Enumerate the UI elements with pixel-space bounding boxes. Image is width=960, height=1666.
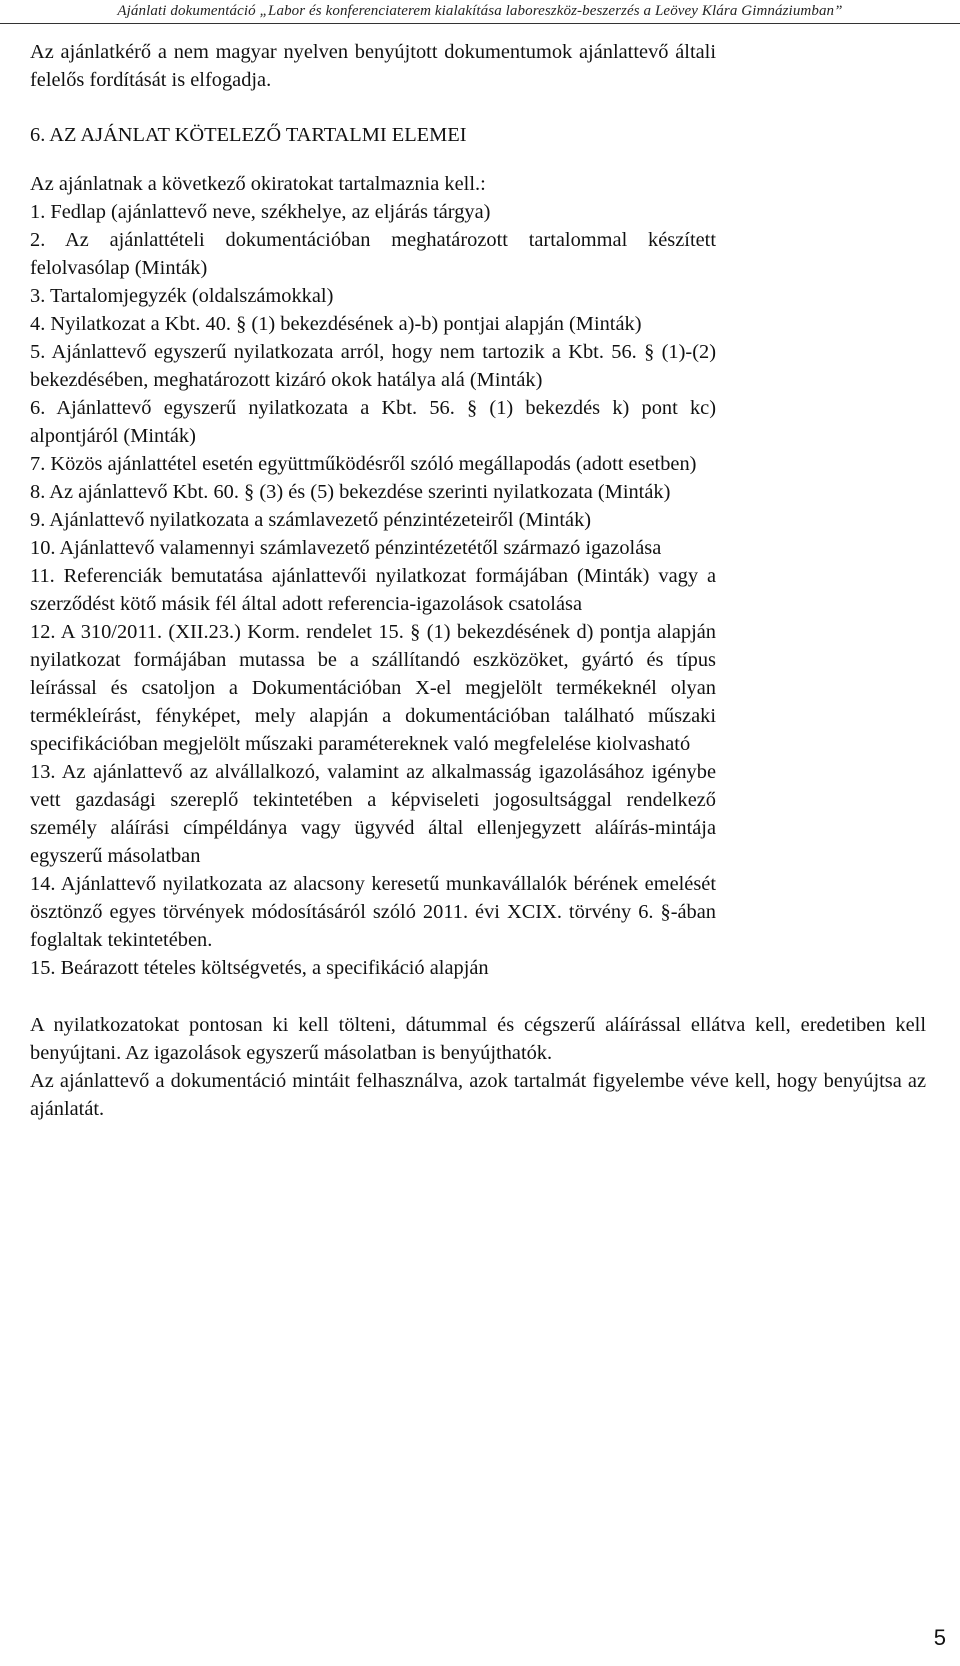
header-rule: [0, 23, 960, 24]
list-item: 13. Az ajánlattevő az alvállalkozó, valamint az alkalmasság igazolásához igénybe vett gazdasági szereplő tekintetében a képviseleti jogosultsággal rendelkező személy aláírási címpéldánya vagy ügyvéd által ellenjegyzett aláírás-mintája egyszerű másolatban: [30, 761, 716, 867]
closing-paragraph: Az ajánlattevő a dokumentáció mintáit felhasználva, azok tartalmát figyelembe véve kell, hogy benyújtsa az ajánlatát.: [30, 1070, 926, 1120]
list-item: 1. Fedlap (ajánlattevő neve, székhelye, az eljárás tárgya): [30, 201, 491, 223]
list-item: 14. Ajánlattevő nyilatkozata az alacsony keresetű munkavállalók bérének emelését ösztönző egyes törvények módosításáról szóló 2011. évi XCIX. törvény 6. §-ában foglaltak tekintetében.: [30, 873, 716, 951]
closing-paragraph: A nyilatkozatokat pontosan ki kell tölteni, dátummal és cégszerű aláírással ellátva kell, eredetiben kell benyújtani. Az igazolások egyszerű másolatban is benyújthatók.: [30, 1014, 926, 1064]
list-item: 3. Tartalomjegyzék (oldalszámokkal): [30, 285, 334, 307]
page-header: [0, 0, 960, 30]
document-body: [30, 38, 926, 1123]
list-item: 2. Az ajánlattételi dokumentációban meghatározott tartalommal készített felolvasólap (Minták): [30, 229, 716, 279]
header-text: Ajánlati dokumentáció „Labor és konferenciaterem kialakítása laboreszköz-beszerzés a Leövey Klára Gimnáziumban”: [117, 3, 843, 19]
list-item: 15. Beárazott tételes költségvetés, a specifikáció alapján: [30, 957, 489, 979]
list-item: 6. Ajánlattevő egyszerű nyilatkozata a Kbt. 56. § (1) bekezdés k) pont kc) alpontjáról (Minták): [30, 397, 716, 447]
list-item: 4. Nyilatkozat a Kbt. 40. § (1) bekezdésének a)-b) pontjai alapján (Minták): [30, 313, 642, 335]
list-item: 5. Ajánlattevő egyszerű nyilatkozata arról, hogy nem tartozik a Kbt. 56. § (1)-(2) bekezdésében, meghatározott kizáró okok hatálya alá (Minták): [30, 341, 716, 391]
section-heading: 6. AZ AJÁNLAT KÖTELEZŐ TARTALMI ELEMEI: [30, 124, 467, 146]
list-item: 8. Az ajánlattevő Kbt. 60. § (3) és (5) bekezdése szerinti nyilatkozata (Minták): [30, 481, 671, 503]
list-item: 10. Ajánlattevő valamennyi számlavezető pénzintézetétől származó igazolása: [30, 537, 662, 559]
opening-paragraph: Az ajánlatkérő a nem magyar nyelven benyújtott dokumentumok ajánlattevő általi felelős fordítását is elfogadja.: [30, 41, 716, 91]
list-item: 12. A 310/2011. (XII.23.) Korm. rendelet 15. § (1) bekezdésének d) pontja alapján nyilatkozat formájában mutassa be a szállítandó eszközöket, gyártó és típus leírással és csatoljon a Dokumentációban X-el megjelölt termékeknél olyan termékleírást, fényképet, mely alapján a dokumentációban található műszaki specifikációban megjelölt műszaki paramétereknek való megfelelése kiolvasható: [30, 621, 716, 755]
required-documents-list: [30, 198, 716, 982]
list-item: 9. Ajánlattevő nyilatkozata a számlavezető pénzintézeteiről (Minták): [30, 509, 592, 531]
intro-text: Az ajánlatnak a következő okiratokat tartalmaznia kell.:: [30, 173, 486, 195]
list-item: 7. Közös ajánlattétel esetén együttműködésről szóló megállapodás (adott esetben): [30, 453, 697, 475]
page-number: 5: [933, 1625, 946, 1650]
list-item: 11. Referenciák bemutatása ajánlattevői nyilatkozat formájában (Minták) vagy a szerződést kötő másik fél által adott referencia-igazolások csatolása: [30, 565, 716, 615]
